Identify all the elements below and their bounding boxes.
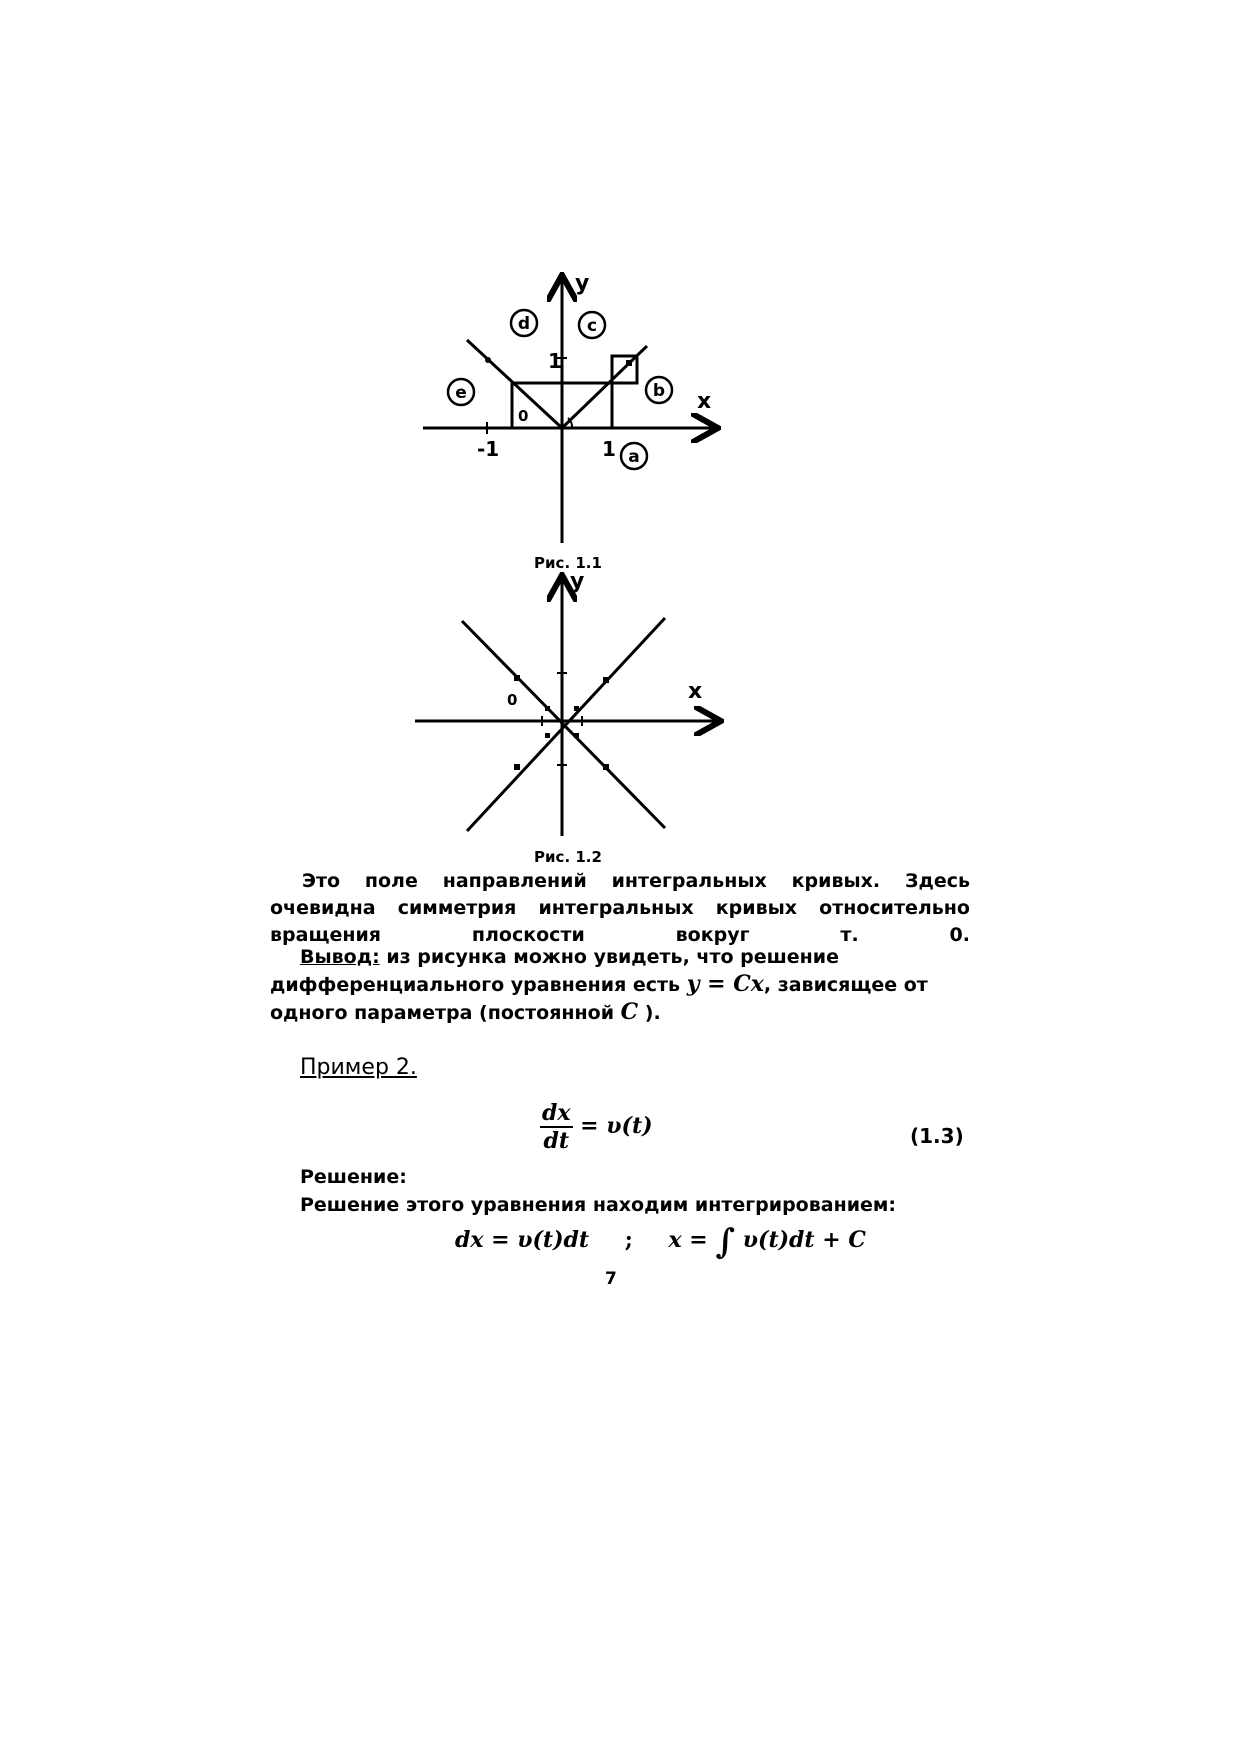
equation-rhs: = υ(t) (580, 1113, 653, 1139)
fig2-axis-x-label: x (688, 679, 703, 704)
fig1-axis-y-label: y (575, 271, 590, 296)
conclusion-text-a: из рисунка можно увидеть, что решение дифференциального уравнения есть (270, 946, 840, 996)
integral-sign: ∫ (715, 1222, 736, 1262)
svg-text:b: b (652, 381, 666, 401)
solution-text: Решение этого уравнения находим интегрированием: (300, 1194, 897, 1216)
region-d-label (511, 310, 537, 336)
solution-label: Решение: (300, 1166, 407, 1188)
solution-right-b: υ(t)dt + C (742, 1227, 866, 1253)
region-c-label (579, 312, 605, 338)
fig1-tick-minus-one: -1 (477, 437, 500, 461)
paragraph-conclusion (270, 944, 970, 1027)
solution-formula (455, 1222, 866, 1262)
fig1-origin: 0 (518, 407, 529, 425)
region-a-label (621, 443, 647, 469)
solution-right-a: x = (668, 1227, 708, 1253)
fig2-axis-y-label: y (570, 569, 585, 594)
solution-separator: ; (624, 1227, 633, 1253)
svg-text:a: a (628, 447, 640, 467)
equation-1-3 (540, 1100, 653, 1154)
region-e-label (448, 379, 474, 405)
svg-text:c: c (586, 316, 598, 336)
figure-1-2-caption: Рис. 1.2 (534, 848, 602, 866)
conclusion-text-b: , зависящее от одного параметра (постоянной (270, 974, 928, 1024)
fig1-axis-x-label: x (697, 389, 712, 414)
conclusion-formula: y = Cx (686, 971, 764, 997)
svg-text:d: d (517, 314, 531, 334)
region-b-label (646, 377, 672, 403)
fig1-tick-one-x: 1 (602, 437, 616, 461)
svg-text:e: e (455, 383, 467, 403)
equation-number: (1.3) (910, 1124, 964, 1148)
conclusion-text-d: ). (644, 1002, 661, 1024)
diagonal-right (562, 346, 647, 428)
figure-1-1 (415, 268, 735, 558)
page-number: 7 (605, 1269, 617, 1289)
paragraph-direction-field: Это поле направлений интегральных кривых. Здесь очевидна симметрия интегральных кривых относительно вращения плоскости вокруг т. 0. (270, 870, 970, 946)
example-title: Пример 2. (300, 1055, 417, 1080)
fig2-origin: 0 (507, 691, 518, 709)
solution-left: dx = υ(t)dt (455, 1227, 590, 1253)
conclusion-constant: C (620, 999, 639, 1025)
conclusion-label: Вывод: (300, 946, 380, 968)
fig1-tick-one-y: 1 (548, 349, 562, 373)
equation-fraction: $\frac{dx}{dt}$ (542, 1100, 571, 1154)
figure-1-2 (410, 568, 730, 848)
figure-1-1-caption: Рис. 1.1 (534, 554, 602, 572)
